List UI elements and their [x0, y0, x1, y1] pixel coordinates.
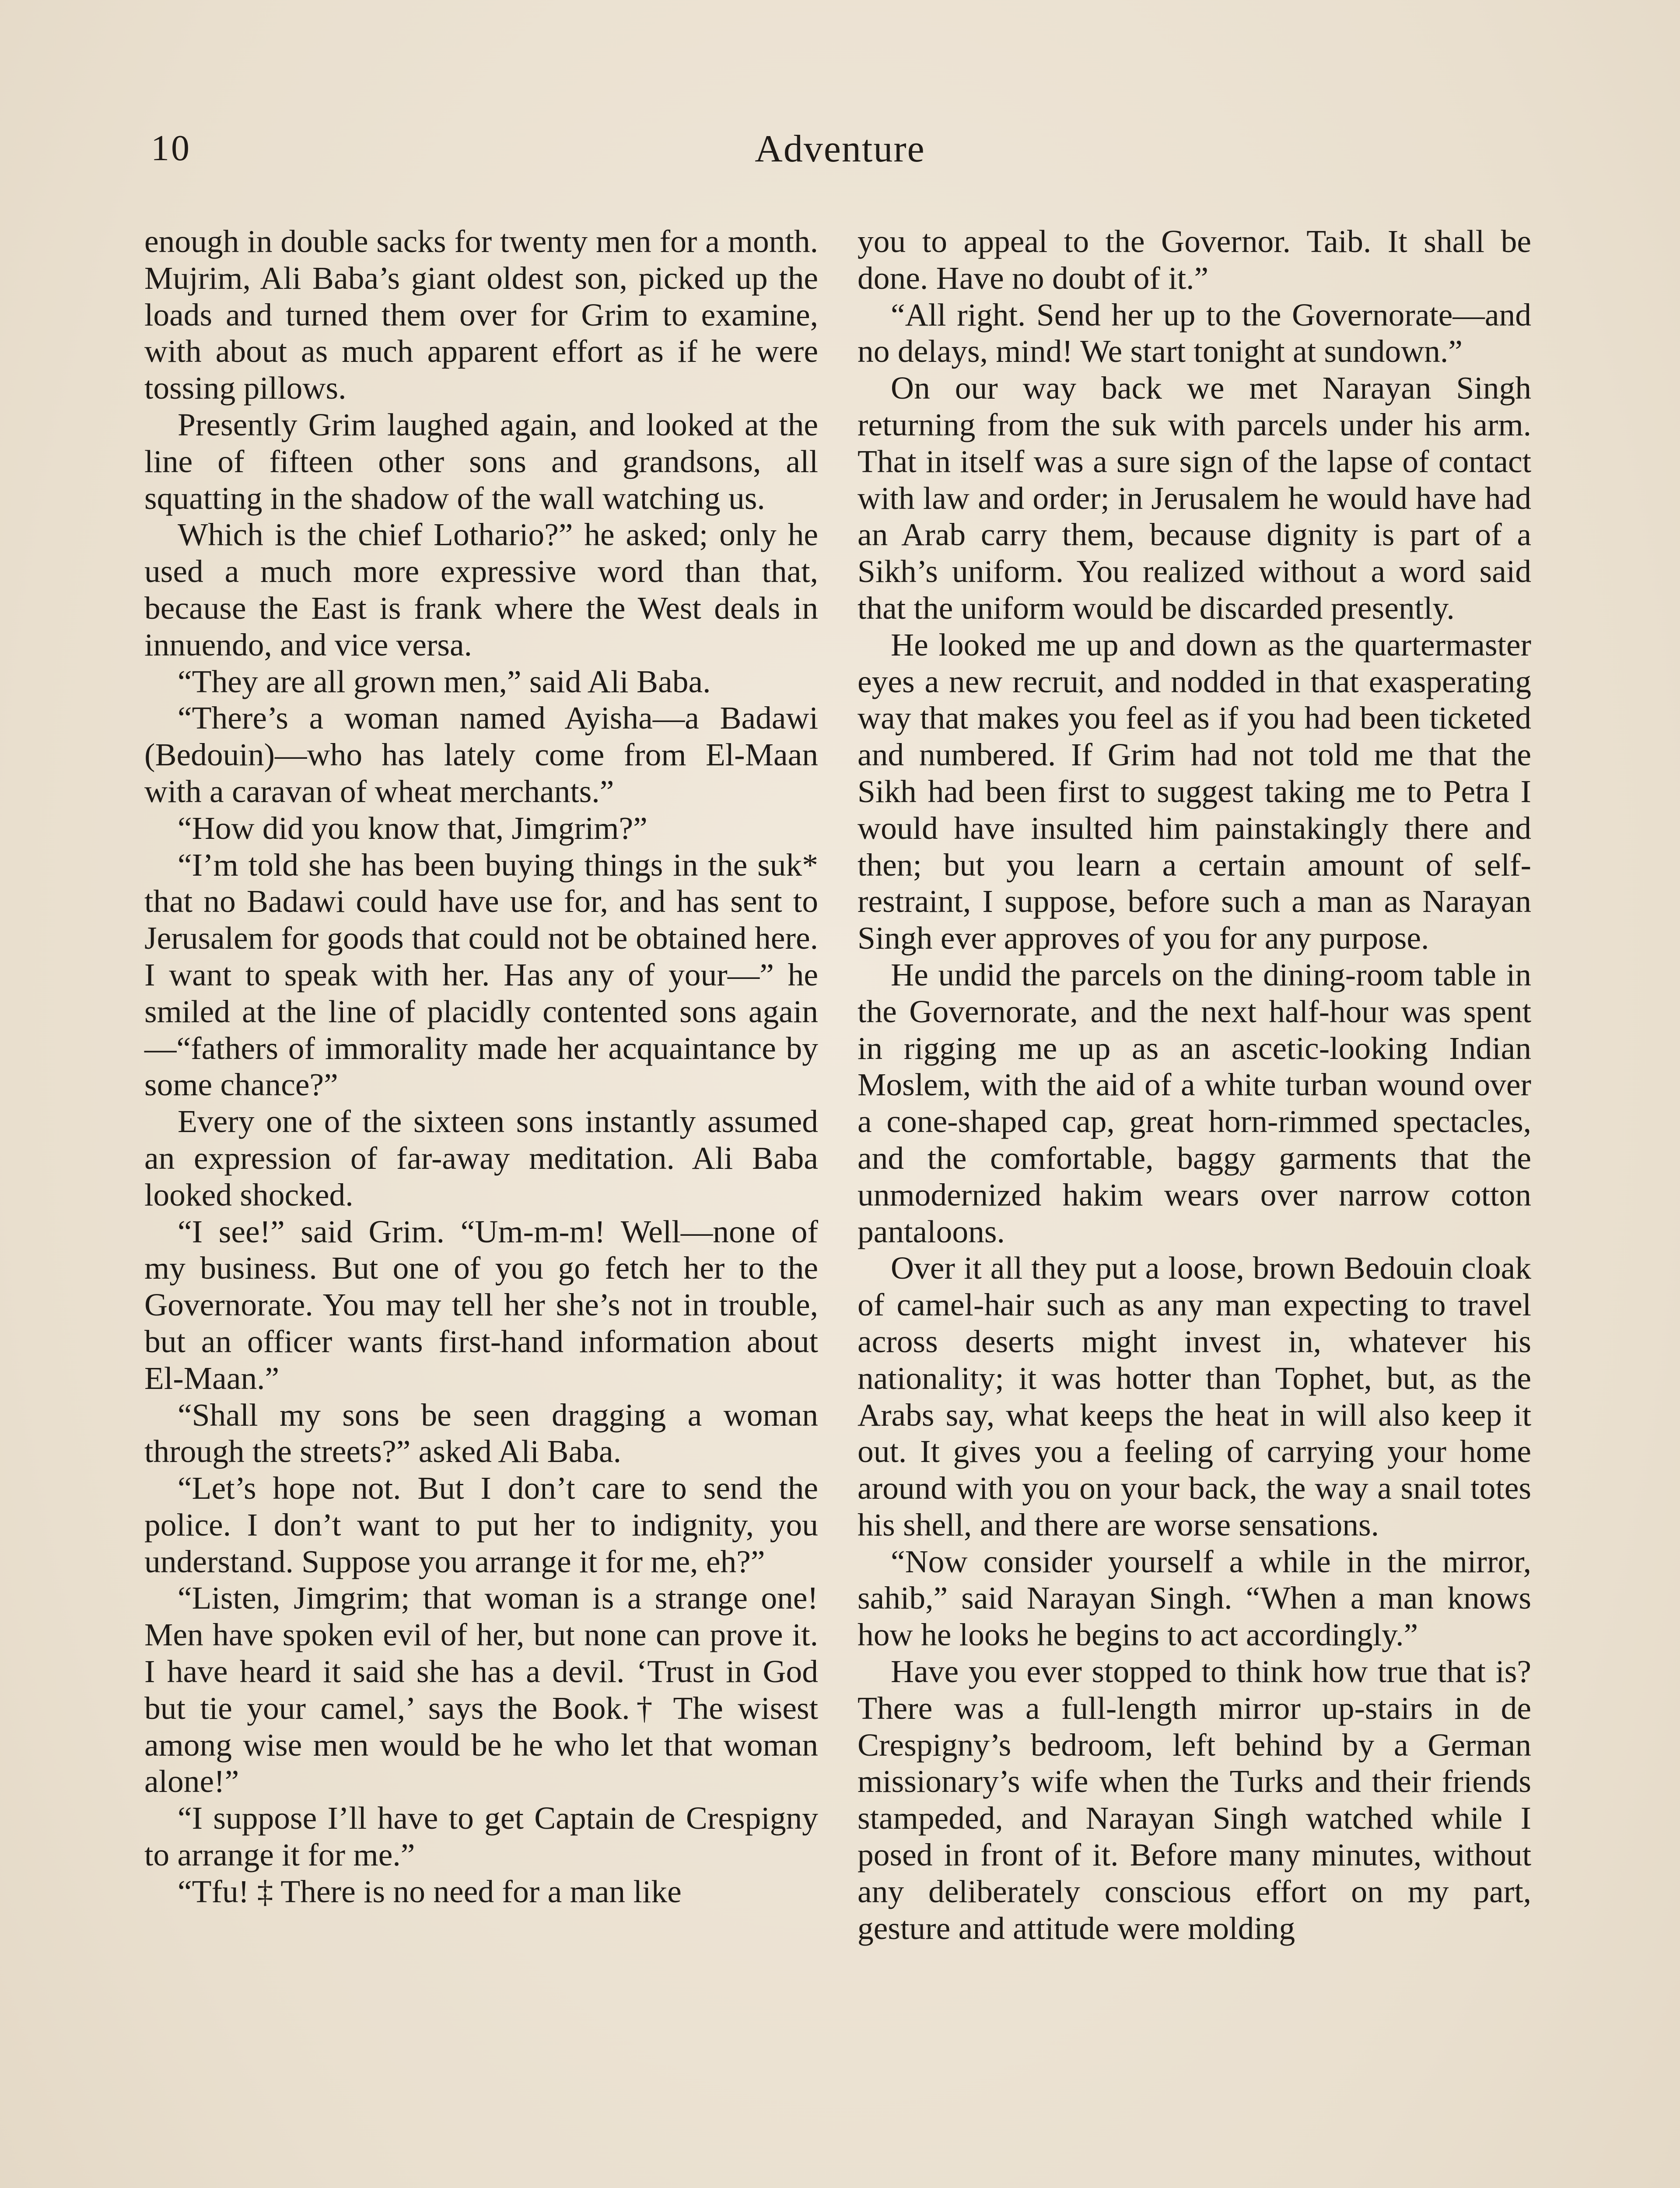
- paragraph: He undid the parcels on the dining-room table in the Governorate, and the next half-hour was spent in rigging me up as an ascetic-looking Indian Moslem, with the aid of a white turban wound over a cone-shaped cap, great horn-rimmed spectacles, and the comfortable, baggy garments that the unmodernized hakim wears over narrow cotton pantaloons.: [858, 957, 1531, 1249]
- left-column: [144, 223, 818, 1910]
- paragraph: Over it all they put a loose, brown Bedouin cloak of camel-hair such as any man expecting to travel across deserts might invest in, whatever his nationality; it was hotter than Tophet, but, as the Arabs say, what keeps the heat in will also keep it out. It gives you a feeling of carrying your home around with you on your back, the way a snail totes his shell, and there are worse sensations.: [858, 1250, 1531, 1543]
- paragraph: On our way back we met Narayan Singh returning from the suk with parcels under his arm. That in itself was a sure sign of the lapse of contact with law and order; in Jerusalem he would have had an Arab carry them, because dignity is part of a Sikh’s uniform. You realized without a word said that the uniform would be discarded presently.: [858, 370, 1531, 626]
- paragraph: “I’m told she has been buying things in the suk* that no Badawi could have use for, and has sent to Jerusalem for goods that could not be obtained here. I want to speak with her. Has any of your—” he smiled at the line of placidly contented sons again—“fathers of immorality made her acquaintance by some chance?”: [144, 847, 818, 1103]
- paragraph: “All right. Send her up to the Governorate—and no delays, mind! We start tonight at sundown.”: [858, 297, 1531, 369]
- paragraph: “Now consider yourself a while in the mirror, sahib,” said Narayan Singh. “When a man knows how he looks he begins to act accordingly.”: [858, 1543, 1531, 1653]
- page-number: 10: [151, 128, 191, 168]
- paragraph: Have you ever stopped to think how true that is? There was a full-length mirror up-stairs in de Crespigny’s bedroom, left behind by a German missionary’s wife when the Turks and their friends stampeded, and Narayan Singh watched while I posed in front of it. Before many minutes, without any deliberately conscious effort on my part, gesture and attitude were molding: [858, 1654, 1531, 1946]
- paragraph: enough in double sacks for twenty men for a month. Mujrim, Ali Baba’s giant oldest son, picked up the loads and turned them over for Grim to examine, with about as much apparent effort as if he were tossing pillows.: [144, 224, 818, 406]
- right-column: [858, 223, 1531, 1946]
- paragraph: you to appeal to the Governor. Taib. It shall be done. Have no doubt of it.”: [858, 224, 1531, 296]
- paragraph: “They are all grown men,” said Ali Baba.: [178, 663, 711, 699]
- paragraph: Presently Grim laughed again, and looked at the line of fifteen other sons and grandsons, all squatting in the shadow of the wall watching us.: [144, 407, 818, 516]
- running-title: Adventure: [755, 128, 925, 170]
- paragraph: Every one of the sixteen sons instantly assumed an expression of far-away meditation. Ali Baba looked shocked.: [144, 1104, 818, 1213]
- paragraph: “Shall my sons be seen dragging a woman through the streets?” asked Ali Baba.: [144, 1397, 818, 1469]
- paragraph: “Let’s hope not. But I don’t care to send the police. I don’t want to put her to indignity, you understand. Suppose you arrange it for me, eh?”: [144, 1470, 818, 1579]
- paragraph: He looked me up and down as the quartermaster eyes a new recruit, and nodded in that exasperating way that makes you feel as if you had been ticketed and numbered. If Grim had not told me that the Sikh had been first to suggest taking me to Petra I would have insulted him painstakingly there and then; but you learn a certain amount of self-restraint, I suppose, before such a man as Narayan Singh ever approves of you for any purpose.: [858, 627, 1531, 956]
- paragraph: “Listen, Jimgrim; that woman is a strange one! Men have spoken evil of her, but none can prove it. I have heard it said she has a devil. ‘Trust in God but tie your camel,’ says the Book.† The wisest among wise men would be he who let that woman alone!”: [144, 1580, 818, 1799]
- page-header: [151, 127, 1529, 179]
- paragraph: “I suppose I’ll have to get Captain de Crespigny to arrange it for me.”: [144, 1800, 818, 1873]
- paragraph: “I see!” said Grim. “Um-m-m! Well—none of my business. But one of you go fetch her to the Governorate. You may tell her she’s not in trouble, but an officer wants first-hand information about El-Maan.”: [144, 1213, 818, 1396]
- paragraph: “There’s a woman named Ayisha—a Badawi (Bedouin)—who has lately come from El-Maan with a caravan of wheat merchants.”: [144, 700, 818, 809]
- paragraph: Which is the chief Lothario?” he asked; only he used a much more expressive word than that, because the East is frank where the West deals in innuendo, and vice versa.: [144, 517, 818, 663]
- paragraph: “How did you know that, Jimgrim?”: [178, 810, 648, 846]
- paragraph: “Tfu! ‡ There is no need for a man like: [178, 1873, 682, 1909]
